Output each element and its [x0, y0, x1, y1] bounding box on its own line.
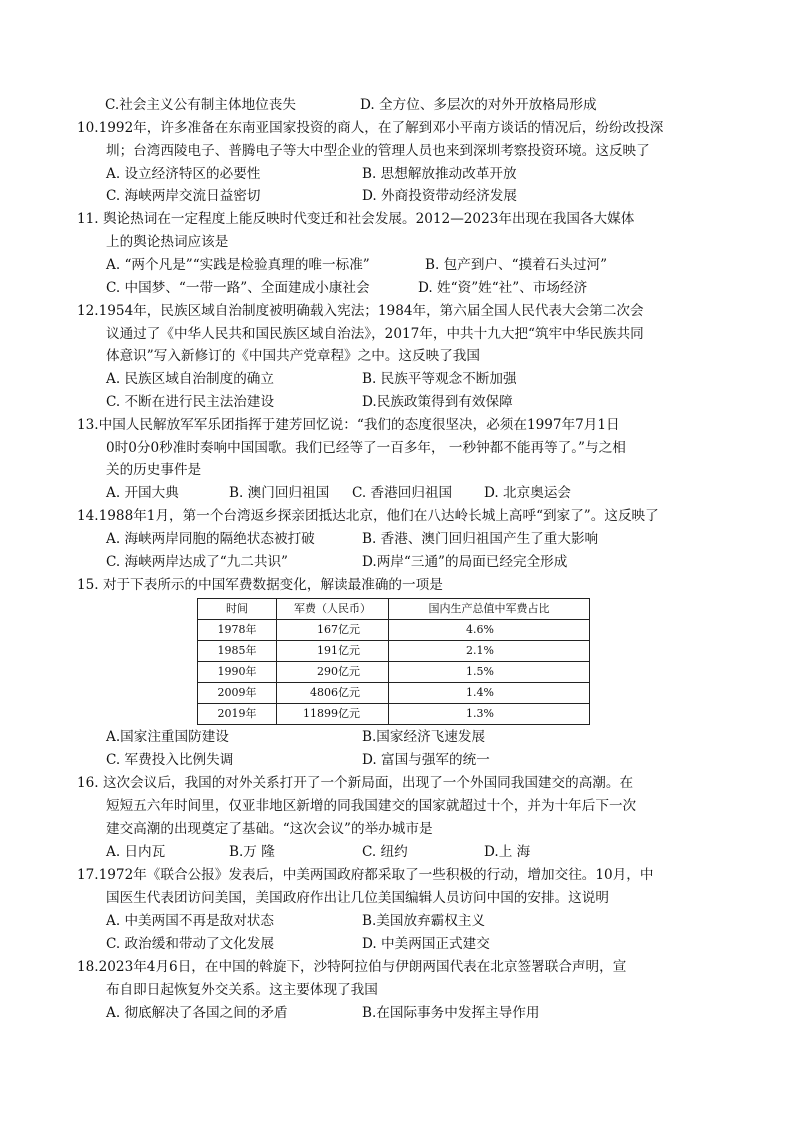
table-cell-gdp-share: 1.3%	[389, 704, 590, 725]
q14-option-d: D.两岸“三通”的局面已经完全形成	[362, 554, 568, 570]
table-cell-spending: 290亿元	[277, 662, 389, 683]
table-cell-spending: 167亿元	[277, 620, 389, 641]
q12-stem-line3: 体意识”写入新修订的《中国共产党章程》之中。这反映了我国	[106, 348, 480, 364]
q15-option-c: C. 军费投入比例失调	[106, 752, 234, 768]
q11-stem-line2: 上的舆论热词应该是	[106, 234, 229, 250]
q13-option-d: D. 北京奥运会	[484, 485, 572, 501]
table-cell-spending: 4806亿元	[277, 683, 389, 704]
table-row	[198, 662, 590, 683]
q17-option-c: C. 政治缓和带动了文化发展	[106, 936, 275, 952]
q17-stem-line2: 国医生代表团访问美国，美国政府作出让几位美国编辑人员访问中国的安排。这说明	[106, 890, 609, 906]
q14-option-c: C. 海峡两岸达成了“九二共识”	[106, 554, 288, 570]
table-cell-gdp-share: 2.1%	[389, 641, 590, 662]
q16-option-c: C. 纽约	[362, 844, 408, 860]
q11-option-a: A. “两个凡是”“实践是检验真理的唯一标准”	[106, 257, 370, 273]
table-row	[198, 683, 590, 704]
q10-option-a: A. 设立经济特区的必要性	[106, 166, 261, 182]
table-cell-spending: 191亿元	[277, 641, 389, 662]
q13-option-b: B. 澳门回归祖国	[229, 485, 330, 501]
table-row	[198, 641, 590, 662]
q10-option-c: C. 海峡两岸交流日益密切	[106, 188, 261, 204]
table-cell-year: 1985年	[198, 641, 277, 662]
q18-stem-line2: 布自即日起恢复外交关系。这主要体现了我国	[106, 982, 378, 998]
q16-stem-line3: 建交高潮的出现奠定了基础。“这次会议”的举办城市是	[106, 821, 433, 837]
table-header-cell: 时间	[198, 599, 277, 620]
q9-option-d: D. 全方位、多层次的对外开放格局形成	[360, 97, 597, 113]
q11-stem-line1: 11. 舆论热词在一定程度上能反映时代变迁和社会发展。2012—2023年出现在我国各大媒体	[77, 211, 635, 227]
q13-stem-line2: 0时0分0秒准时奏响中国国歌。我们已经等了一百多年， 一秒钟都不能再等了。”与之相	[106, 440, 626, 456]
q11-option-d: D. 姓“资”姓“社”、市场经济	[418, 280, 588, 296]
q16-option-d: D.上 海	[484, 844, 531, 860]
table-cell-gdp-share: 1.4%	[389, 683, 590, 704]
table-cell-year: 2019年	[198, 704, 277, 725]
q18-option-a: A. 彻底解决了各国之间的矛盾	[106, 1005, 288, 1021]
q10-option-b: B. 思想解放推动改革开放	[362, 166, 517, 182]
q16-option-a: A. 日内瓦	[106, 844, 166, 860]
table-row	[198, 704, 590, 725]
q15-option-b: B.国家经济飞速发展	[362, 729, 486, 745]
q15-stem: 15. 对于下表所示的中国军费数据变化，解读最准确的一项是	[77, 577, 443, 593]
q16-stem-line1: 16. 这次会议后，我国的对外关系打开了一个新局面，出现了一个外国同我国建交的高潮。在	[77, 775, 634, 791]
q17-option-a: A. 中美两国不再是敌对状态	[106, 913, 274, 929]
q9-option-c: C.社会主义公有制主体地位丧失	[105, 97, 296, 113]
q10-option-d: D. 外商投资带动经济发展	[362, 188, 517, 204]
q10-stem-line1: 10.1992年，许多准备在东南亚国家投资的商人，在了解到邓小平南方谈话的情况后，纷纷改投深	[77, 120, 664, 136]
military-spending-table	[197, 598, 590, 725]
table-row	[198, 620, 590, 641]
q14-stem-line1: 14.1988年1月，第一个台湾返乡探亲团抵达北京，他们在八达岭长城上高呼“到家了”。这反映了	[77, 508, 659, 524]
table-cell-gdp-share: 4.6%	[389, 620, 590, 641]
q10-stem-line2: 圳；台湾西陵电子、普腾电子等大中型企业的管理人员也来到深圳考察投资环境。这反映了	[106, 143, 650, 159]
table-cell-gdp-share: 1.5%	[389, 662, 590, 683]
q12-option-a: A. 民族区域自治制度的确立	[106, 371, 274, 387]
table-cell-year: 1978年	[198, 620, 277, 641]
q13-option-a: A. 开国大典	[106, 485, 179, 501]
table-header-cell: 国内生产总值中军费占比	[389, 599, 590, 620]
q14-option-b: B. 香港、澳门回归祖国产生了重大影响	[362, 531, 599, 547]
q15-option-d: D. 富国与强军的统一	[362, 752, 490, 768]
table-cell-spending: 11899亿元	[277, 704, 389, 725]
q11-option-c: C. 中国梦、“一带一路”、全面建成小康社会	[106, 280, 370, 296]
q11-option-b: B. 包产到户、“摸着石头过河”	[425, 257, 608, 273]
table-header-row	[198, 599, 590, 620]
q13-stem-line1: 13.中国人民解放军军乐团指挥于建芳回忆说：“我们的态度很坚决，必须在1997年7月1日	[77, 417, 620, 433]
q17-option-d: D. 中美两国正式建交	[362, 936, 490, 952]
q13-option-c: C. 香港回归祖国	[352, 485, 453, 501]
q15-option-a: A.国家注重国防建设	[106, 729, 229, 745]
q14-option-a: A. 海峡两岸同胞的隔绝状态被打破	[106, 531, 315, 547]
table-cell-year: 1990年	[198, 662, 277, 683]
table-header-cell: 军费（人民币）	[277, 599, 389, 620]
q13-stem-line3: 关的历史事件是	[106, 462, 202, 478]
q12-stem-line2: 议通过了《中华人民共和国民族区域自治法》，2017年，中共十九大把“筑牢中华民族共同	[106, 326, 644, 342]
table-cell-year: 2009年	[198, 683, 277, 704]
q12-option-b: B. 民族平等观念不断加强	[362, 371, 517, 387]
q18-stem-line1: 18.2023年4月6日，在中国的斡旋下，沙特阿拉伯与伊朗两国代表在北京签署联合声明，宣	[77, 959, 627, 975]
q17-option-b: B.美国放弃霸权主义	[362, 913, 486, 929]
q12-stem-line1: 12.1954年，民族区域自治制度被明确载入宪法；1984年，第六届全国人民代表大会第二次会	[77, 303, 644, 319]
q16-stem-line2: 短短五六年时间里，仅亚非地区新增的同我国建交的国家就超过十个，并为十年后下一次	[106, 798, 637, 814]
q16-option-b: B.万 隆	[229, 844, 275, 860]
q17-stem-line1: 17.1972年《联合公报》发表后，中美两国政府都采取了一些积极的行动，增加交往。10月，中	[77, 867, 654, 883]
q12-option-d: D.民族政策得到有效保障	[362, 394, 513, 410]
q12-option-c: C. 不断在进行民主法治建设	[106, 394, 275, 410]
q18-option-b: B.在国际事务中发挥主导作用	[362, 1005, 540, 1021]
